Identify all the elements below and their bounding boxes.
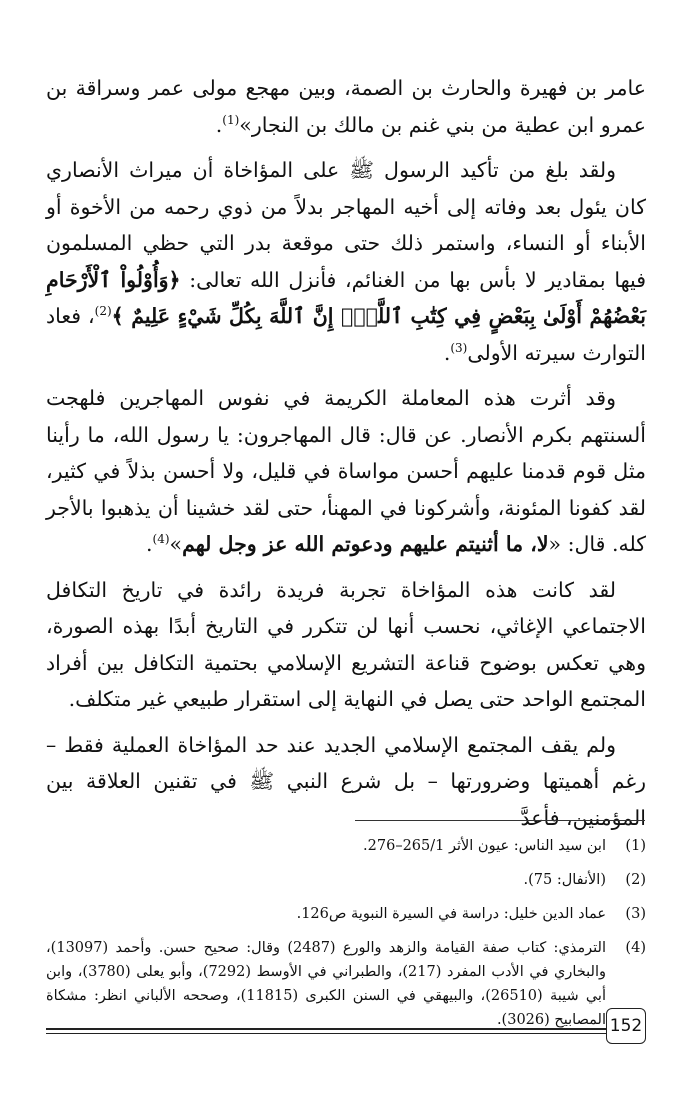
- footnote-number: (3): [625, 906, 646, 922]
- footnote-number: (1): [625, 838, 646, 854]
- footer-rule: [46, 1028, 606, 1034]
- footnote-number: (2): [625, 872, 646, 888]
- text-run: .: [145, 532, 153, 556]
- text-run: .: [215, 112, 223, 137]
- footnote-separator: [355, 820, 645, 821]
- text-run: لقد كانت هذه المؤاخاة تجربة فريدة رائدة في تاريخ التكافل الاجتماعي الإغاثي، نحسب أنها لن تتكرر في التاريخ أبدًا بهذه الصورة، وهي تعكس بوضوح قناعة التشريع الإسلامي بحتمية التكافل بين أفراد المجتمع الواحد حتى يصل في النهاية إلى استقرار طبيعي غير متكلف.: [46, 577, 646, 711]
- main-text: [46, 70, 646, 836]
- footnote: [46, 868, 646, 892]
- quran-verse: ﴿وَأُوْلُواْ ٱلْأَرْحَامِ بَعْضُهُمْ أَوْلَىٰ بِبَعْضٍ فِي كِتَٰبِ ٱللَّهِۚ إِنَّ ٱللَّهَ بِكُلِّ شَيْءٍ عَلِيمٌ ﴾: [46, 267, 647, 328]
- text-run: عامر بن فهيرة والحارث بن الصمة، وبين مهجع مولى عمر وسراقة بن عمرو ابن عطية من بني غنم بن مالك بن النجار»: [46, 76, 646, 137]
- footnote-ref[interactable]: (2): [94, 304, 112, 319]
- paragraph-3: [46, 380, 646, 563]
- text-run: ولم يقف المجتمع الإسلامي الجديد عند حد المؤاخاة العملية فقط – رغم أهميتها وضرورتها – بل شرع النبي ﷺ في تقنين العلاقة بين المؤمنين، فأعدَّ: [46, 732, 646, 830]
- text-run: ، فعاد التوارث سيرته الأولى: [46, 304, 646, 365]
- footnote-ref[interactable]: (4): [152, 532, 170, 547]
- footnotes: [46, 834, 646, 1042]
- footnote-ref[interactable]: (3): [450, 340, 468, 355]
- footnote-text: عماد الدين خليل: دراسة في السيرة النبوية ص126.: [296, 906, 606, 922]
- footnote-text: الترمذي: كتاب صفة القيامة والزهد والورع (2487) وقال: صحيح حسن. وأحمد (13097)، والبخاري في الأدب المفرد (217)، والطبراني في الأوسط (7292)، وأبو يعلى (3780)، وابن أبي شيبة (26510)، والبيهقي في السنن الكبرى (11815)، وصححه الألباني انظر: مشكاة المصابيح (3026).: [46, 940, 606, 1028]
- text-run: .: [443, 340, 451, 365]
- text-run: »: [169, 532, 183, 556]
- footnote-text: (الأنفال: 75).: [523, 872, 606, 888]
- hadith-quote: لا، ما أثنيتم عليهم ودعوتم الله عز وجل لهم: [182, 532, 549, 556]
- paragraph-4: [46, 572, 646, 718]
- footnote-number: (4): [625, 940, 646, 956]
- footnote: [46, 834, 646, 858]
- footnote: [46, 902, 646, 926]
- footnote-text: ابن سيد الناس: عيون الأثر 265/1–276.: [363, 838, 606, 854]
- page-number: 152: [606, 1008, 646, 1044]
- footer-rule-thin: [46, 1033, 606, 1034]
- footer-rule-thick: [46, 1028, 606, 1030]
- paragraph-2: [46, 152, 646, 371]
- text-run: ولقد بلغ من تأكيد الرسول ﷺ على المؤاخاة أن ميراث الأنصاري كان يئول بعد وفاته إلى أخيه المهاجر بدلاً من ذوي رحمه من الأخوة أو الأبناء أو النساء، واستمر ذلك حتى موقعة بدر التي حظي المسلمون فيها بمقادير لا بأس بها من الغنائم، فأنزل الله تعالى:: [46, 158, 646, 292]
- paragraph-1: [46, 70, 646, 143]
- text-run: وقد أثرت هذه المعاملة الكريمة في نفوس المهاجرين فلهجت ألسنتهم بكرم الأنصار. عن قال: قال المهاجرون: يا رسول الله، ما رأينا مثل قوم قدمنا عليهم أحسن مواساة في قليل، ولا أحسن بذلاً في كثير، لقد كفونا المئونة، وأشركونا في المهنأ، حتى لقد خشينا أن يذهبوا بالأجر كله. قال: «: [46, 386, 646, 556]
- footnote: [46, 936, 646, 1032]
- footnote-ref[interactable]: (1): [222, 112, 240, 127]
